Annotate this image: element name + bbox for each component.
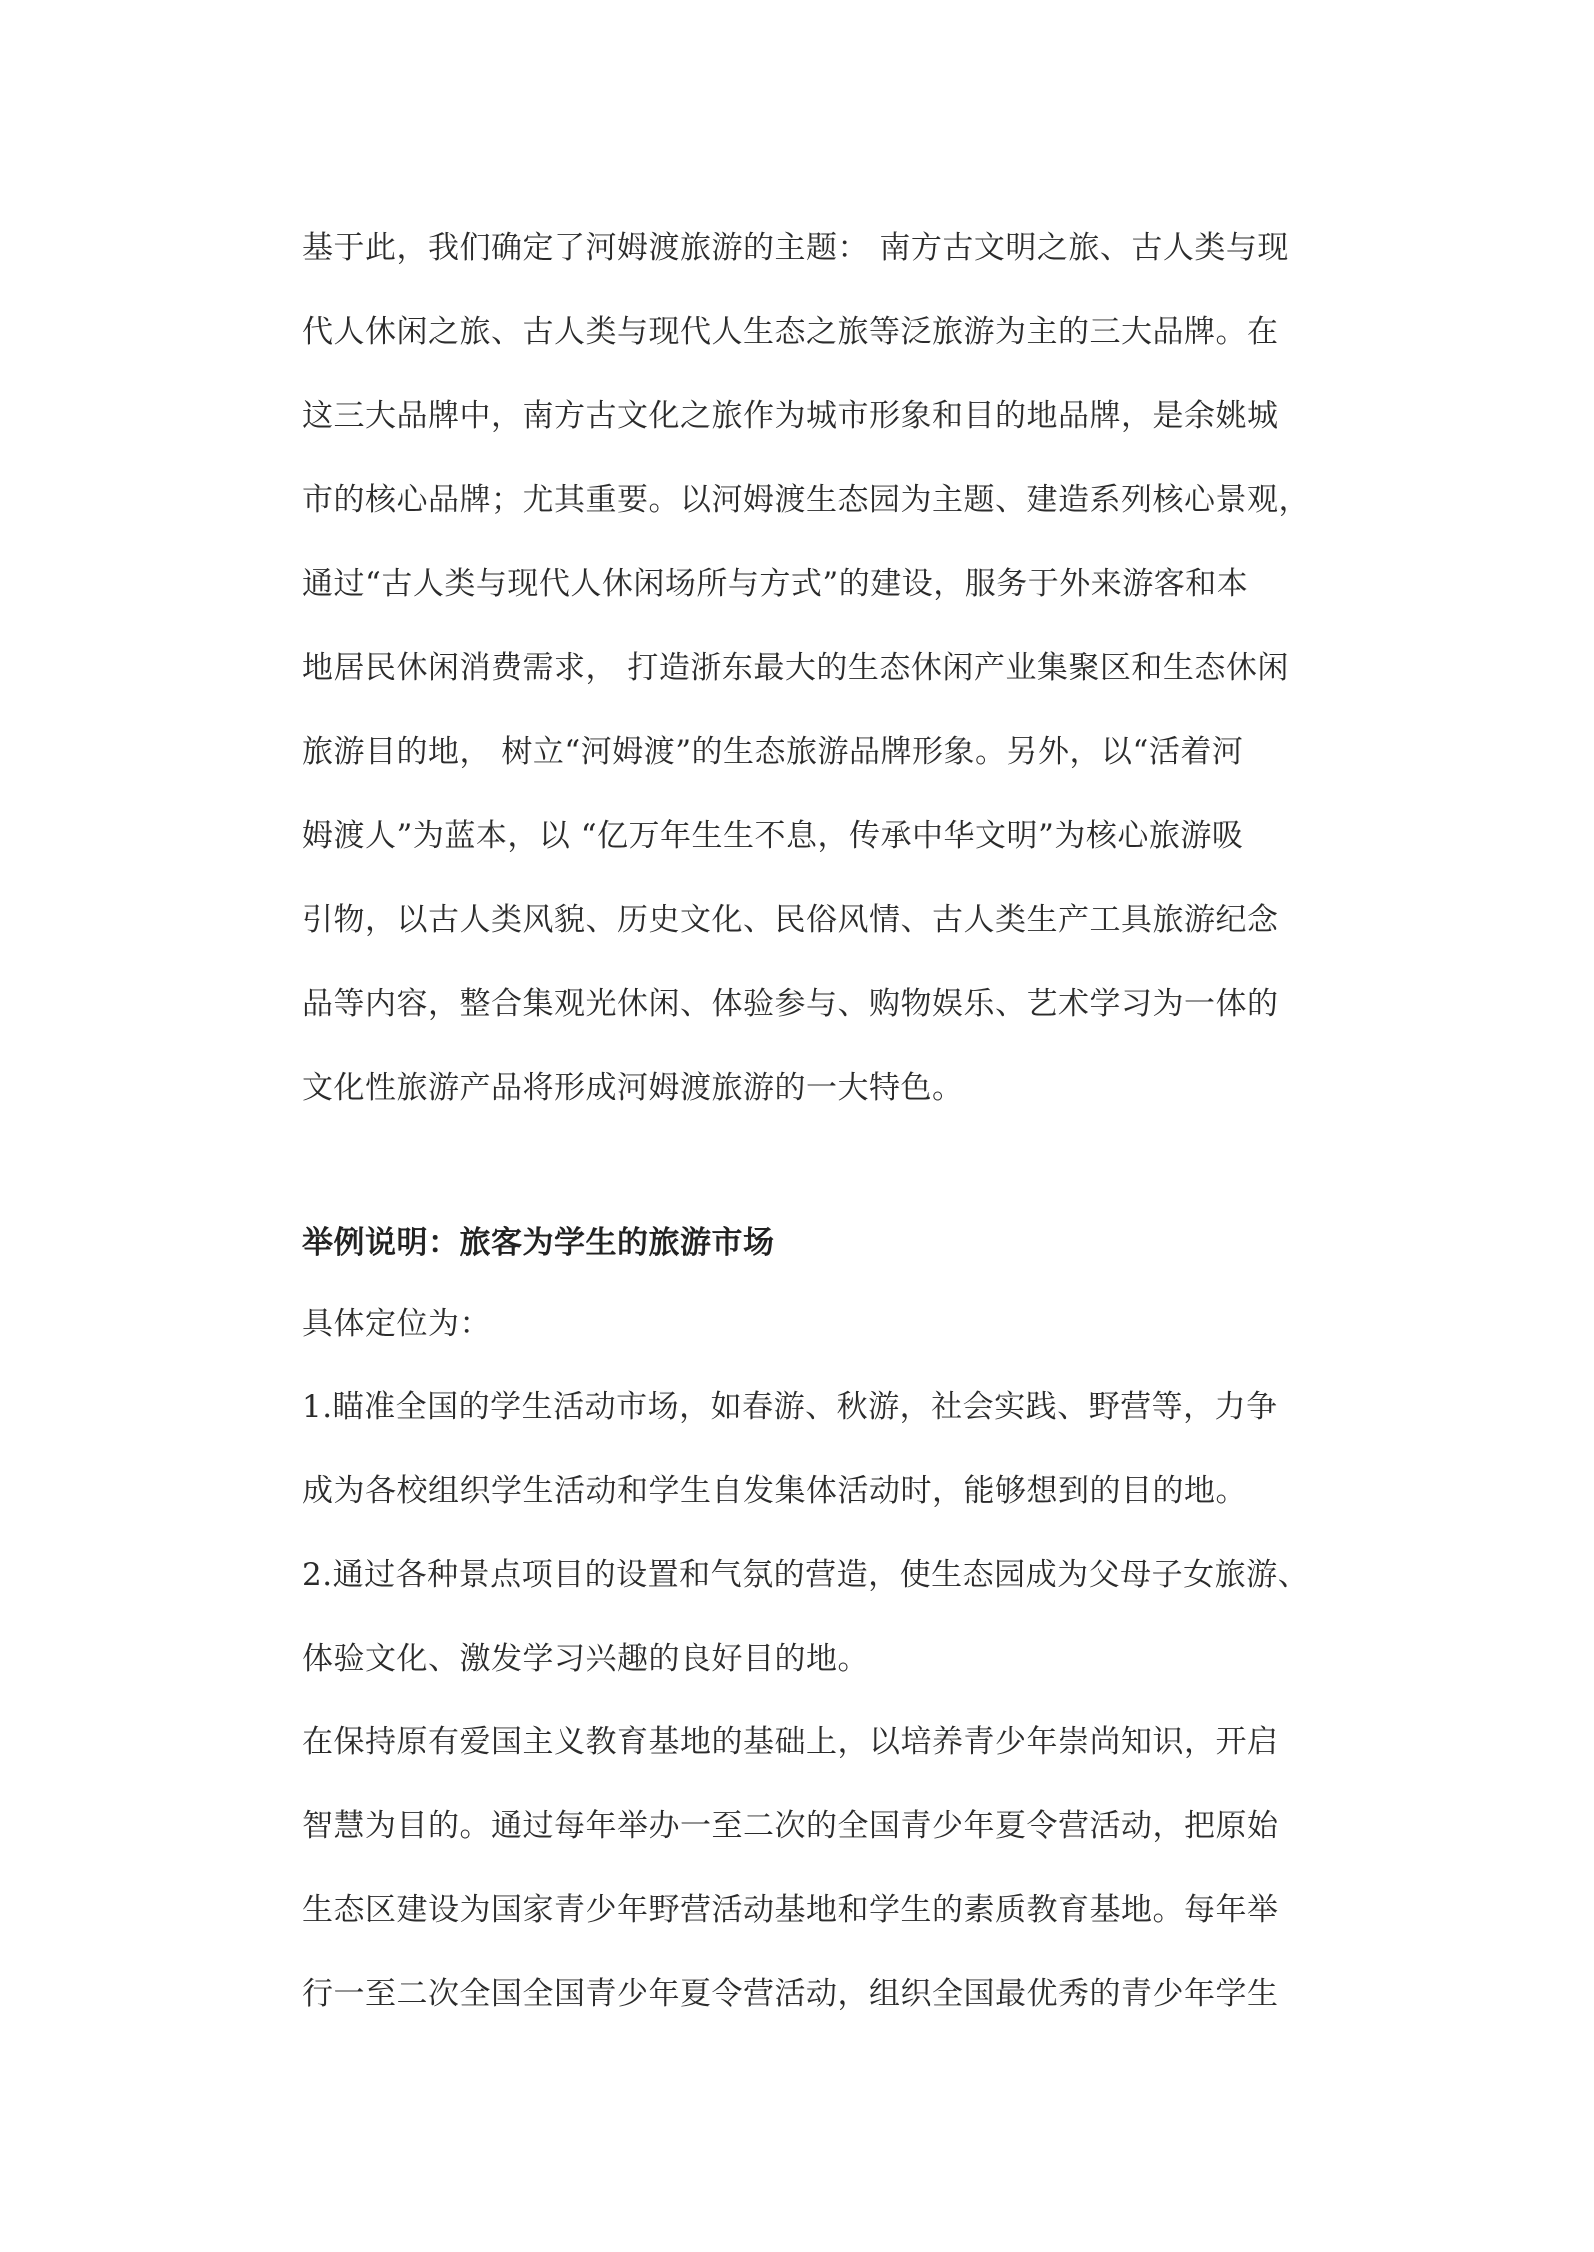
list-item-line: 1.瞄准全国的学生活动市场，如春游、秋游，社会实践、野营等，力争 xyxy=(302,1389,1278,1425)
paragraph-line: 旅游目的地， 树立“河姆渡”的生态旅游品牌形象。另外，以“活着河 xyxy=(302,734,1244,770)
paragraph-line: 引物，以古人类风貌、历史文化、民俗风情、古人类生产工具旅游纪念 xyxy=(302,902,1279,938)
paragraph-line: 文化性旅游产品将形成河姆渡旅游的一大特色。 xyxy=(302,1070,964,1106)
paragraph-line: 生态区建设为国家青少年野营活动基地和学生的素质教育基地。每年举 xyxy=(302,1892,1279,1928)
paragraph-line: 这三大品牌中，南方古文化之旅作为城市形象和目的地品牌，是余姚城 xyxy=(302,398,1279,434)
paragraph-line: 市的核心品牌；尤其重要。以河姆渡生态园为主题、建造系列核心景观， xyxy=(302,482,1310,518)
list-item-line: 体验文化、激发学习兴趣的良好目的地。 xyxy=(302,1641,869,1677)
paragraph-line: 通过“古人类与现代人休闲场所与方式”的建设，服务于外来游客和本 xyxy=(302,566,1249,602)
list-item-line: 成为各校组织学生活动和学生自发集体活动时，能够想到的目的地。 xyxy=(302,1473,1247,1509)
paragraph-line: 行一至二次全国全国青少年夏令营活动，组织全国最优秀的青少年学生 xyxy=(302,1976,1279,2012)
paragraph-line: 姆渡人”为蓝本，以 “亿万年生生不息，传承中华文明”为核心旅游吸 xyxy=(302,818,1244,854)
paragraph-line: 品等内容，整合集观光休闲、体验参与、购物娱乐、艺术学习为一体的 xyxy=(302,986,1279,1022)
section-subheading: 具体定位为： xyxy=(302,1306,491,1342)
paragraph-line: 地居民休闲消费需求， 打造浙东最大的生态休闲产业集聚区和生态休闲 xyxy=(302,650,1289,686)
paragraph-line: 基于此，我们确定了河姆渡旅游的主题： 南方古文明之旅、古人类与现 xyxy=(302,230,1289,266)
paragraph-line: 在保持原有爱国主义教育基地的基础上，以培养青少年崇尚知识，开启 xyxy=(302,1724,1279,1760)
paragraph-line: 智慧为目的。通过每年举办一至二次的全国青少年夏令营活动，把原始 xyxy=(302,1808,1279,1844)
list-item-line: 2.通过各种景点项目的设置和气氛的营造，使生态园成为父母子女旅游、 xyxy=(302,1557,1310,1593)
section-heading: 举例说明：旅客为学生的旅游市场 xyxy=(302,1225,775,1261)
paragraph-line: 代人休闲之旅、古人类与现代人生态之旅等泛旅游为主的三大品牌。在 xyxy=(302,314,1279,350)
